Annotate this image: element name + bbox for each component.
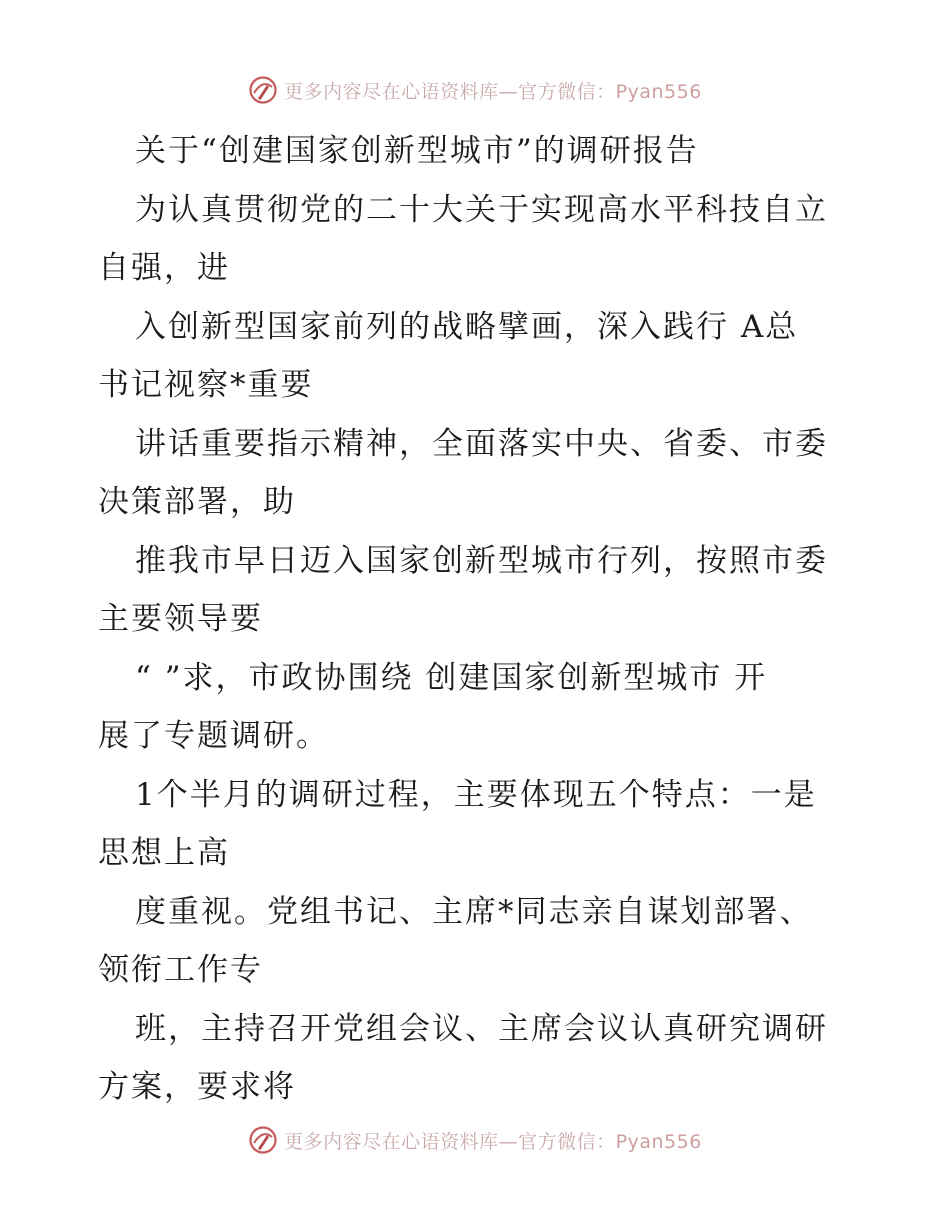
paragraph-line: 度重视。党组书记、主席*同志亲自谋划部署、 [135,893,813,930]
pen-nib-logo-icon [248,75,278,105]
paragraph-line: 推我市早日迈入国家创新型城市行列，按照市委 [135,542,828,579]
paragraph-line: 决策部署，助 [98,484,296,520]
pen-nib-logo-icon [248,1125,278,1155]
paragraph-line: 为认真贯彻党的二十大关于实现高水平科技自立 [135,191,828,228]
paragraph-line: 书记视察*重要 [98,367,314,403]
watermark-text-cn: 更多内容尽在心语资料库—官方微信： [284,1130,616,1153]
paragraph-line: “ ”求，市政协围绕 创建国家创新型城市 开 [135,659,768,696]
paragraph-line: 领衔工作专 [98,952,263,988]
paragraph-line: 讲话重要指示精神，全面落实中央、省委、市委 [135,425,828,462]
watermark-wechat-id: Pyan556 [615,80,702,103]
footer-watermark-banner [0,1120,950,1160]
document-body [98,122,858,1117]
paragraph-line: 1个半月的调研过程，主要体现五个特点：一是 [135,776,817,813]
watermark-text-cn: 更多内容尽在心语资料库—官方微信： [284,80,616,103]
paragraph-line: 自强，进 [98,250,230,286]
header-watermark-banner [0,70,950,110]
document-title: 关于“创建国家创新型城市”的调研报告 [135,133,699,169]
watermark-text [284,1127,702,1154]
watermark-wechat-id: Pyan556 [615,1130,702,1153]
paragraph-line: 展了专题调研。 [98,718,329,754]
paragraph-line: 主要领导要 [98,601,263,637]
paragraph-line: 思想上高 [98,835,230,871]
paragraph-line: 班，主持召开党组会议、主席会议认真研究调研 [135,1010,828,1047]
watermark-text [284,77,702,104]
paragraph-line: 入创新型国家前列的战略擘画，深入践行 A总 [135,308,799,345]
paragraph-line: 方案，要求将 [98,1069,296,1105]
